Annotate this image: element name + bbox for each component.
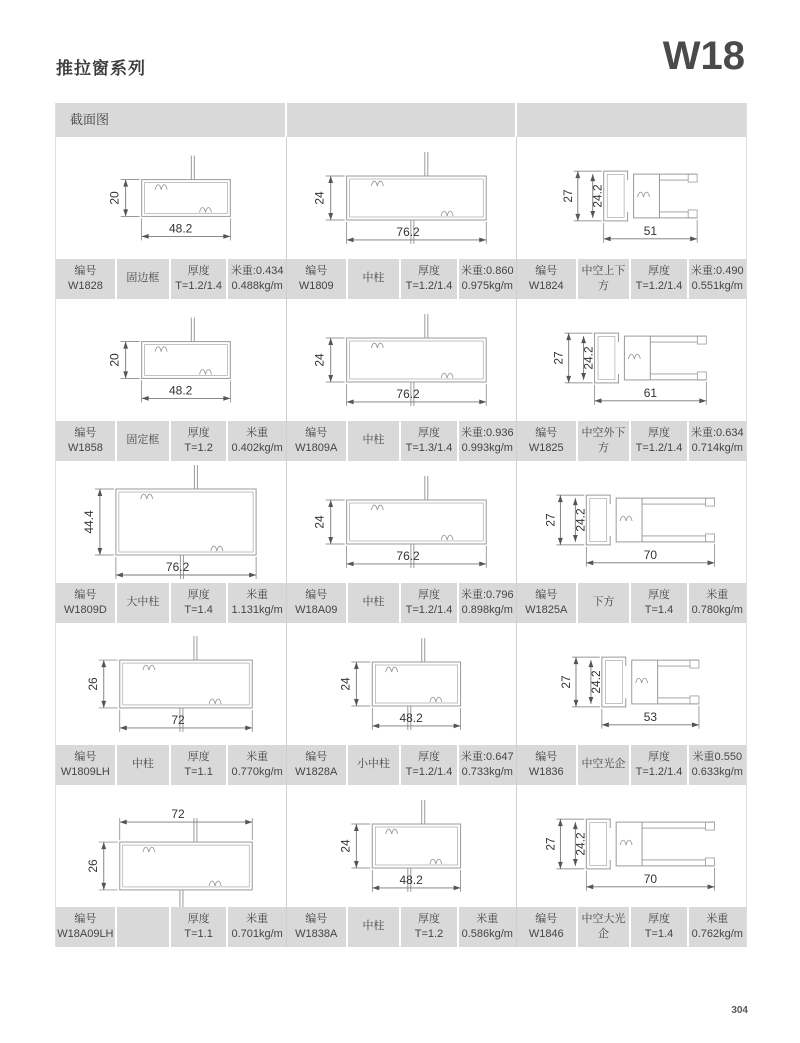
weight-line2: 0.733kg/m: [461, 766, 513, 778]
info-code: [287, 907, 346, 947]
thickness-value: T=1.4: [644, 928, 674, 940]
profile-cross-section-drawing: [56, 137, 286, 259]
profile-diagram: [517, 299, 746, 421]
code-value: W1825: [528, 442, 564, 454]
profile-cross-section-drawing: [56, 461, 286, 583]
weight-line1: 米重:0.936: [461, 426, 514, 439]
thickness-label: 厚度: [417, 588, 440, 601]
profile-diagram: [517, 137, 746, 259]
weight-line1: 米重: [246, 912, 269, 925]
series-code: W18: [662, 34, 745, 78]
weight-line2: 0.762kg/m: [691, 928, 743, 940]
info-name: [348, 259, 400, 299]
svg-text:48.2: 48.2: [168, 383, 193, 398]
info-weight: [459, 583, 516, 623]
profile-info-strip: [517, 745, 746, 785]
weight-line2: 0.975kg/m: [461, 280, 513, 292]
code-value: W1858: [67, 442, 103, 454]
name-value: 中柱: [362, 920, 385, 933]
weight-line2: 0.633kg/m: [691, 766, 743, 778]
profile-info-strip: [56, 907, 286, 947]
weight-line1: 米重: [246, 750, 269, 763]
page-header: [55, 34, 745, 90]
profile-info-strip: [517, 421, 746, 461]
weight-line2: 0.714kg/m: [691, 442, 743, 454]
profile-info-strip: [287, 583, 516, 623]
thickness-value: T=1.2/1.4: [405, 766, 453, 778]
name-value: 固边框: [126, 272, 160, 285]
info-code: [287, 583, 346, 623]
profile-cell: [286, 137, 516, 299]
info-name: [348, 583, 400, 623]
code-label: 编号: [305, 264, 328, 277]
thickness-value: T=1.1: [184, 928, 213, 940]
profile-cell: [56, 461, 286, 623]
thickness-value: T=1.2/1.4: [175, 280, 222, 292]
weight-line1: 米重:0.647: [461, 750, 514, 763]
info-code: [287, 745, 346, 785]
profile-diagram: [517, 461, 746, 583]
svg-text:27: 27: [559, 675, 574, 689]
thickness-value: T=1.2/1.4: [635, 766, 683, 778]
info-weight: [459, 259, 516, 299]
info-thickness: [401, 583, 456, 623]
thickness-label: 厚度: [187, 264, 210, 277]
profile-diagram: [517, 785, 746, 907]
thickness-label: 厚度: [647, 912, 670, 925]
thickness-label: 厚度: [187, 912, 210, 925]
svg-text:24.2: 24.2: [581, 346, 596, 370]
info-thickness: [631, 583, 686, 623]
code-label: 编号: [74, 588, 97, 601]
profile-cell: [516, 299, 746, 461]
profile-info-strip: [517, 907, 746, 947]
thickness-label: 厚度: [417, 912, 440, 925]
profile-cross-section-drawing: [56, 623, 286, 745]
weight-line1: 米重:0.860: [461, 264, 514, 277]
svg-text:51: 51: [643, 223, 658, 238]
weight-line2: 0.898kg/m: [461, 604, 513, 616]
thickness-value: T=1.4: [644, 604, 674, 616]
code-label: 编号: [74, 912, 97, 925]
info-weight: [689, 421, 746, 461]
info-thickness: [171, 907, 226, 947]
info-code: [517, 745, 576, 785]
profile-diagram: [56, 137, 286, 259]
info-weight: [459, 745, 516, 785]
info-code: [517, 907, 576, 947]
info-weight: [228, 907, 286, 947]
svg-text:48.2: 48.2: [399, 872, 423, 887]
svg-text:70: 70: [643, 871, 658, 886]
info-thickness: [631, 907, 686, 947]
table-header-cell-3: [517, 103, 746, 137]
info-thickness: [171, 259, 226, 299]
profile-info-strip: [517, 259, 746, 299]
thickness-label: 厚度: [417, 264, 440, 277]
profile-diagram: [56, 785, 286, 907]
info-weight: [228, 583, 286, 623]
weight-line1: 米重: [246, 426, 269, 439]
profile-info-strip: [287, 421, 516, 461]
thickness-label: 厚度: [187, 750, 210, 763]
info-name: [348, 907, 400, 947]
profile-diagram: [287, 785, 516, 907]
info-thickness: [171, 583, 226, 623]
svg-text:24: 24: [312, 515, 327, 529]
info-code: [287, 259, 346, 299]
code-label: 编号: [535, 912, 558, 925]
profile-cell: [286, 785, 516, 947]
svg-text:24: 24: [338, 677, 353, 691]
profile-cross-section-drawing: [56, 299, 286, 421]
code-value: W1809D: [63, 604, 107, 616]
series-title: 推拉窗系列: [56, 59, 146, 78]
profile-cell: [286, 299, 516, 461]
weight-line1: 米重:0.634: [691, 426, 744, 439]
svg-text:24: 24: [312, 191, 327, 205]
svg-text:20: 20: [107, 191, 122, 205]
code-value: W1838A: [295, 928, 338, 940]
weight-line1: 米重0.550: [692, 750, 743, 763]
profile-cross-section-drawing: [56, 785, 286, 907]
info-thickness: [401, 421, 456, 461]
svg-text:27: 27: [543, 513, 558, 527]
code-value: W1846: [528, 928, 564, 940]
profile-diagram: [287, 137, 516, 259]
weight-line2: 0.701kg/m: [231, 928, 283, 940]
svg-text:24: 24: [338, 839, 353, 853]
thickness-value: T=1.3/1.4: [405, 442, 453, 454]
profile-grid: [56, 137, 746, 947]
profile-cross-section-drawing: [517, 785, 746, 907]
code-label: 编号: [74, 750, 97, 763]
weight-line2: 0.780kg/m: [691, 604, 743, 616]
info-weight: [689, 259, 746, 299]
weight-line1: 米重:0.490: [691, 264, 744, 277]
profile-cross-section-drawing: [287, 299, 516, 421]
profile-info-strip: [517, 583, 746, 623]
thickness-value: T=1.2/1.4: [405, 280, 453, 292]
name-value: 下方: [592, 596, 615, 609]
profile-cell: [516, 785, 746, 947]
profile-cross-section-drawing: [517, 137, 746, 259]
profile-diagram: [56, 299, 286, 421]
thickness-value: T=1.2/1.4: [405, 604, 453, 616]
code-value: W1836: [528, 766, 564, 778]
profile-diagram: [287, 461, 516, 583]
name-value: 中空光企: [581, 758, 626, 771]
info-thickness: [401, 259, 456, 299]
weight-line1: 米重:0.434: [230, 264, 284, 277]
info-weight: [689, 745, 746, 785]
info-name: [578, 745, 630, 785]
thickness-label: 厚度: [647, 588, 670, 601]
weight-line2: 0.993kg/m: [461, 442, 513, 454]
profile-diagram: [56, 623, 286, 745]
code-label: 编号: [305, 750, 328, 763]
thickness-value: T=1.2/1.4: [635, 280, 683, 292]
thickness-value: T=1.2: [184, 442, 213, 454]
code-label: 编号: [535, 264, 558, 277]
name-value: 中柱: [362, 596, 385, 609]
weight-line2: 0.586kg/m: [461, 928, 513, 940]
profile-cell: [56, 299, 286, 461]
name-value: 中柱: [362, 272, 385, 285]
info-name: [117, 907, 169, 947]
svg-text:70: 70: [643, 547, 658, 562]
weight-line1: 米重: [706, 588, 729, 601]
svg-text:76.2: 76.2: [396, 548, 420, 563]
svg-text:24.2: 24.2: [588, 670, 603, 694]
weight-line2: 0.402kg/m: [231, 442, 283, 454]
table-header-section-label: 截面图: [56, 103, 285, 137]
info-name: [578, 907, 630, 947]
info-thickness: [401, 907, 456, 947]
code-label: 编号: [535, 588, 558, 601]
info-code: [56, 745, 115, 785]
info-code: [56, 907, 115, 947]
profile-diagram: [287, 623, 516, 745]
name-value: 中空外下方: [581, 426, 626, 454]
weight-line1: 米重: [476, 912, 499, 925]
svg-text:27: 27: [560, 189, 575, 203]
svg-text:48.2: 48.2: [399, 710, 423, 725]
thickness-label: 厚度: [187, 426, 210, 439]
thickness-value: T=1.4: [184, 604, 213, 616]
svg-text:44.4: 44.4: [81, 510, 96, 534]
svg-text:24: 24: [312, 353, 327, 367]
profile-cell: [56, 785, 286, 947]
info-name: [578, 421, 630, 461]
info-thickness: [631, 745, 686, 785]
profile-cross-section-drawing: [517, 623, 746, 745]
svg-text:27: 27: [543, 837, 558, 851]
weight-line1: 米重:0.796: [461, 588, 514, 601]
svg-text:53: 53: [643, 709, 658, 724]
info-name: [348, 421, 400, 461]
info-thickness: [171, 745, 226, 785]
name-value: 固定框: [126, 434, 160, 447]
weight-line2: 0.488kg/m: [231, 280, 283, 292]
info-thickness: [401, 745, 456, 785]
code-value: W1828: [67, 280, 103, 292]
profile-info-strip: [56, 259, 286, 299]
thickness-label: 厚度: [647, 750, 670, 763]
info-name: [578, 583, 630, 623]
profile-cross-section-drawing: [517, 461, 746, 583]
profile-info-strip: [56, 745, 286, 785]
code-label: 编号: [305, 426, 328, 439]
thickness-value: T=1.2: [414, 928, 444, 940]
info-weight: [689, 907, 746, 947]
info-weight: [459, 421, 516, 461]
profile-diagram: [517, 623, 746, 745]
profile-cross-section-drawing: [517, 299, 746, 421]
svg-text:48.2: 48.2: [168, 221, 193, 236]
info-code: [517, 421, 576, 461]
svg-text:26: 26: [85, 859, 100, 873]
profile-cross-section-drawing: [287, 623, 516, 745]
info-weight: [689, 583, 746, 623]
info-name: [117, 745, 169, 785]
svg-text:24.2: 24.2: [573, 508, 588, 532]
info-code: [517, 583, 576, 623]
code-label: 编号: [305, 588, 328, 601]
svg-text:26: 26: [85, 677, 100, 691]
svg-text:76.2: 76.2: [396, 386, 420, 401]
weight-line2: 1.131kg/m: [231, 604, 283, 616]
code-value: W1824: [528, 280, 564, 292]
weight-line1: 米重: [246, 588, 269, 601]
profile-cell: [56, 623, 286, 785]
table-header-cell-2: [287, 103, 516, 137]
page-number: 304: [731, 1005, 748, 1016]
thickness-value: T=1.2/1.4: [635, 442, 683, 454]
info-thickness: [631, 259, 686, 299]
code-label: 编号: [535, 426, 558, 439]
info-name: [117, 583, 169, 623]
code-value: W18A09LH: [57, 928, 114, 940]
code-value: W1809A: [295, 442, 338, 454]
svg-text:24.2: 24.2: [590, 184, 605, 208]
code-label: 编号: [305, 912, 328, 925]
svg-text:72: 72: [171, 807, 185, 822]
weight-line2: 0.770kg/m: [231, 766, 283, 778]
thickness-label: 厚度: [187, 588, 210, 601]
profile-info-strip: [287, 907, 516, 947]
weight-line1: 米重: [706, 912, 729, 925]
info-name: [117, 259, 169, 299]
info-name: [348, 745, 400, 785]
code-value: W1828A: [295, 766, 338, 778]
profile-cell: [286, 623, 516, 785]
profile-cross-section-drawing: [287, 461, 516, 583]
info-thickness: [171, 421, 226, 461]
info-weight: [228, 421, 286, 461]
profile-cell: [286, 461, 516, 623]
code-value: W18A09: [295, 604, 338, 616]
profile-cell: [516, 623, 746, 785]
info-weight: [228, 745, 286, 785]
name-value: 中空大光企: [581, 912, 626, 940]
thickness-value: T=1.1: [184, 766, 213, 778]
info-thickness: [631, 421, 686, 461]
code-label: 编号: [535, 750, 558, 763]
code-value: W1809: [298, 280, 334, 292]
info-code: [517, 259, 576, 299]
profile-table: [55, 103, 747, 947]
info-code: [287, 421, 346, 461]
profile-info-strip: [287, 745, 516, 785]
code-value: W1809LH: [60, 766, 110, 778]
svg-text:76.2: 76.2: [165, 560, 190, 574]
code-label: 编号: [74, 426, 97, 439]
profile-cross-section-drawing: [287, 785, 516, 907]
table-header-row: [56, 103, 746, 137]
profile-info-strip: [56, 583, 286, 623]
profile-diagram: [287, 299, 516, 421]
svg-text:24.2: 24.2: [573, 832, 588, 856]
svg-text:61: 61: [643, 385, 658, 400]
info-code: [56, 421, 115, 461]
code-label: 编号: [74, 264, 97, 277]
profile-info-strip: [56, 421, 286, 461]
thickness-label: 厚度: [417, 750, 440, 763]
thickness-label: 厚度: [417, 426, 440, 439]
info-weight: [459, 907, 516, 947]
code-value: W1825A: [525, 604, 568, 616]
profile-cell: [56, 137, 286, 299]
name-value: 小中柱: [356, 758, 390, 771]
name-value: 中空上下方: [581, 264, 626, 292]
info-code: [56, 259, 115, 299]
thickness-label: 厚度: [647, 264, 670, 277]
name-value: 中柱: [131, 758, 154, 771]
info-name: [117, 421, 169, 461]
weight-line2: 0.551kg/m: [691, 280, 743, 292]
info-code: [56, 583, 115, 623]
name-value: 中柱: [362, 434, 385, 447]
profile-diagram: [56, 461, 286, 583]
thickness-label: 厚度: [647, 426, 670, 439]
name-value: 大中柱: [126, 596, 160, 609]
info-weight: [228, 259, 286, 299]
profile-info-strip: [287, 259, 516, 299]
svg-text:20: 20: [107, 353, 122, 367]
info-name: [578, 259, 630, 299]
profile-cross-section-drawing: [287, 137, 516, 259]
svg-text:27: 27: [551, 351, 566, 365]
profile-cell: [516, 461, 746, 623]
profile-cell: [516, 137, 746, 299]
svg-text:72: 72: [171, 712, 185, 727]
svg-text:76.2: 76.2: [396, 224, 420, 239]
